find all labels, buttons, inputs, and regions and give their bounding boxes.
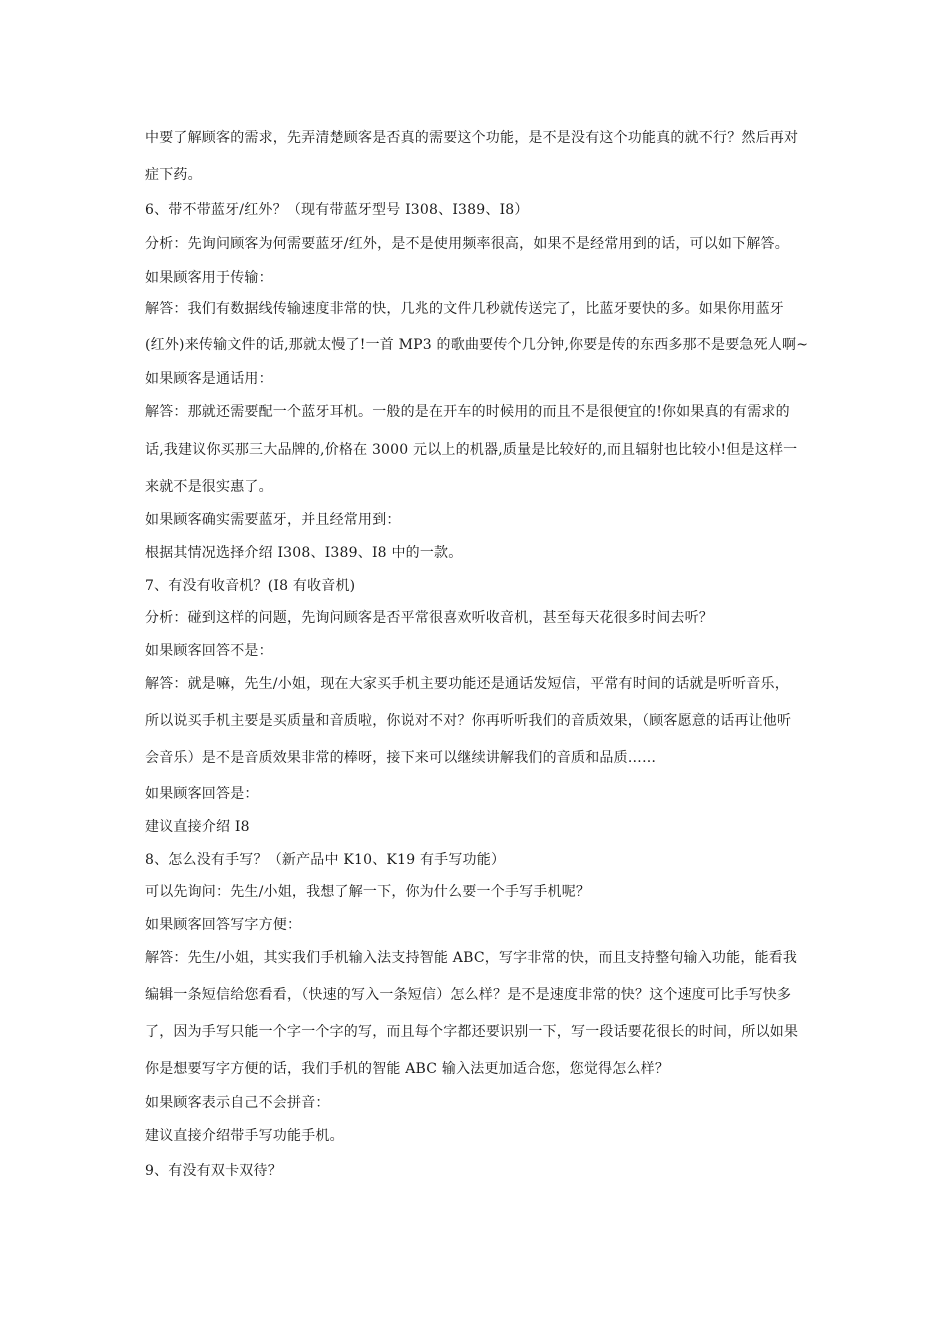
text-line: 如果顾客回答是： — [145, 786, 259, 802]
text-line: 了，因为手写只能一个字一个字的写，而且每个字都还要识别一下，写一段话要花很长的时间，所以如果 — [145, 1024, 799, 1040]
text-line: 可以先询问：先生/小姐，我想了解一下，你为什么要一个手写手机呢？ — [145, 884, 591, 900]
text-line: 如果顾客确实需要蓝牙，并且经常用到： — [145, 512, 401, 528]
text-line: 如果顾客表示自己不会拼音： — [145, 1095, 330, 1111]
text-line: (红外)来传输文件的话,那就太慢了!一首 MP3 的歌曲要传个几分钟,你要是传的东西多那不是要急死人啊~ — [145, 337, 809, 353]
text-line: 你是想要写字方便的话，我们手机的智能 ABC 输入法更加适合您，您觉得怎么样？ — [145, 1061, 670, 1077]
text-line: 话,我建议你买那三大品牌的,价格在 3000 元以上的机器,质量是比较好的,而且辐射也比较小!但是这样一 — [145, 442, 798, 458]
section-heading: 6、带不带蓝牙/红外？（现有带蓝牙型号 I308、I389、I8） — [145, 202, 529, 218]
text-line: 建议直接介绍带手写功能手机。 — [145, 1128, 344, 1144]
text-line: 来就不是很实惠了。 — [145, 479, 273, 495]
text-line: 解答：先生/小姐，其实我们手机输入法支持智能 ABC，写字非常的快，而且支持整句输入功能，能看我 — [145, 950, 798, 966]
text-line: 解答：我们有数据线传输速度非常的快，几兆的文件几秒就传送完了，比蓝牙要快的多。如果你用蓝牙 — [145, 301, 784, 317]
section-heading: 9、有没有双卡双待？ — [145, 1163, 282, 1179]
text-line: 解答：那就还需要配一个蓝牙耳机。一般的是在开车的时候用的而且不是很便宜的!你如果真的有需求的 — [145, 404, 790, 420]
text-line: 中要了解顾客的需求，先弄清楚顾客是否真的需要这个功能，是不是没有这个功能真的就不行？然后再对 — [145, 130, 799, 146]
text-line: 建议直接介绍 I8 — [145, 819, 250, 835]
text-line: 分析：先询问顾客为何需要蓝牙/红外，是不是使用频率很高，如果不是经常用到的话，可以如下解答。 — [145, 236, 789, 252]
text-line: 根据其情况选择介绍 I308、I389、I8 中的一款。 — [145, 545, 463, 561]
section-heading: 8、怎么没有手写？（新产品中 K10、K19 有手写功能） — [145, 852, 506, 868]
text-line: 如果顾客是通话用： — [145, 371, 273, 387]
text-line: 如果顾客用于传输： — [145, 270, 273, 286]
text-line: 编辑一条短信给您看看，（快速的写入一条短信）怎么样？是不是速度非常的快？这个速度可比手写快多 — [145, 987, 792, 1003]
text-line: 所以说买手机主要是买质量和音质啦，你说对不对？你再听听我们的音质效果，（顾客愿意的话再让他听 — [145, 713, 792, 729]
text-line: 症下药。 — [145, 167, 202, 183]
text-line: 分析：碰到这样的问题，先询问顾客是否平常很喜欢听收音机，甚至每天花很多时间去听？ — [145, 610, 713, 626]
text-line: 如果顾客回答不是： — [145, 643, 273, 659]
section-heading: 7、有没有收音机？(I8 有收音机) — [145, 578, 356, 594]
text-line: 如果顾客回答写字方便： — [145, 917, 302, 933]
text-line: 会音乐）是不是音质效果非常的棒呀，接下来可以继续讲解我们的音质和品质…… — [145, 750, 657, 766]
text-line: 解答：就是嘛，先生/小姐，现在大家买手机主要功能还是通话发短信，平常有时间的话就是听听音乐， — [145, 676, 789, 692]
